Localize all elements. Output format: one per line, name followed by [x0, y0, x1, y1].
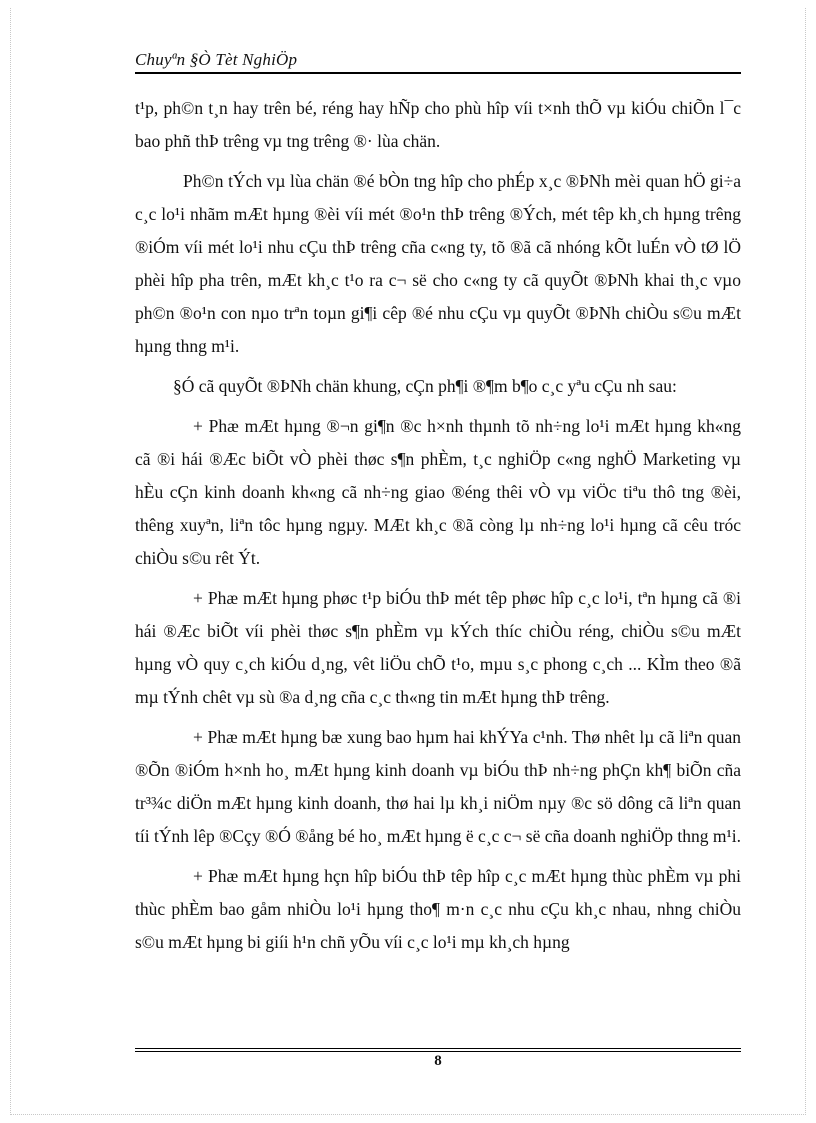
page-number: 8 [434, 1053, 442, 1069]
paragraph: §Ó cã quyÕt ®ÞNh chän khung, cÇn ph¶i ®¶m b¶o c¸c yªu cÇu nh sau: [173, 376, 677, 396]
footer-rule [135, 1051, 741, 1052]
footer-rule [135, 1048, 741, 1049]
list-item: + Phæ mÆt hµng ®¬n gi¶n ®c h×nh thµnh tõ nh÷ng lo¹i mÆt hµng kh«ng cã ®i hái ®Æc biÕt vÒ phèi thøc s¶n phÈm, t¸c nghiÖp c«ng nghÖ Marketing vµ hÈu cÇn kinh doanh kh«ng cã nh÷ng giao ®éng thêi vÒ vµ viÖc tiªu thô tng ®èi, thêng xuyªn, liªn tôc hµng ngµy. MÆt kh¸c ®ã còng lµ nh÷ng lo¹i hµng cã cêu tróc chiÒu s©u rêt Ýt. [135, 416, 741, 568]
header-title: Chuyªn §Ò Tèt NghiÖp [135, 50, 298, 69]
page-footer [135, 1048, 741, 1078]
paragraph: Ph©n tÝch vµ lùa chän ®é bÒn tng hîp cho phÉp x¸c ®ÞNh mèi quan hÖ gi÷a c¸c lo¹i nhãm mÆt hµng ®èi víi mét ®o¹n thÞ trêng ®Ých, mét têp kh¸ch hµng trêng ®iÓm víi mét lo¹i nhu cÇu thÞ trêng cña c«ng ty, tõ ®ã cã nhóng kÕt luÉn vÒ tØ lÖ phèi hîp pha trên, mÆt kh¸c t¹o ra c¬ së cho c«ng ty cã quyÕt ®ÞNh khai th¸c vµo ph©n ®o¹n con nµo trªn toµn gi¶i cêp ®é nhu cÇu vµ quyÕt ®ÞNh chiÒu s©u mÆt hµng thng m¹i. [135, 171, 741, 356]
list-item: + Phæ mÆt hµng bæ xung bao hµm hai khÝYa c¹nh. Thø nhêt lµ cã liªn quan ®Õn ®iÓm h×nh ho¸ mÆt hµng kinh doanh vµ biÓu thÞ nh÷ng phÇn kh¶ biÕn cña tr³¾c diÖn mÆt hµng kinh doanh, thø hai lµ kh¸i niÖm nµy ®c sö dông cã liªn quan tíi tÝnh lêp ®Cçy ®Ó ®ång bé ho¸ mÆt hµng ë c¸c c¬ së cña doanh nghiÖp thng m¹i. [135, 727, 742, 846]
document-body [135, 92, 741, 966]
list-item: + Phæ mÆt hµng phøc t¹p biÓu thÞ mét têp phøc hîp c¸c lo¹i, tªn hµng cã ®i hái ®Æc biÕt víi phèi thøc s¶n phÈm vµ kÝch thíc chiÒu réng, chiÒu s©u mÆt hµng vÒ quy c¸ch kiÓu d¸ng, vêt liÖu chÕ t¹o, mµu s¸c phong c¸ch ... KÌm theo ®ã mµ tÝnh chêt vµ sù ®a d¸ng cña c¸c th«ng tin mÆt hµng thÞ trêng. [135, 588, 741, 707]
paragraph: t¹p, ph©n t¸n hay trên bé, réng hay hÑp cho phù hîp víi t×nh thÕ vµ kiÓu chiÕn l¯c bao phñ thÞ trêng vµ tng trêng ®· lùa chän. [135, 98, 741, 151]
list-item: + Phæ mÆt hµng hçn hîp biÓu thÞ têp hîp c¸c mÆt hµng thùc phÈm vµ phi thùc phÈm bao gåm nhiÒu lo¹i hµng tho¶ m·n c¸c nhu cÇu kh¸c nhau, nhng chiÒu s©u mÆt hµng bi giíi h¹n chñ yÕu víi c¸c lo¹i mµ kh¸ch hµng [135, 866, 741, 952]
running-header [135, 50, 741, 74]
